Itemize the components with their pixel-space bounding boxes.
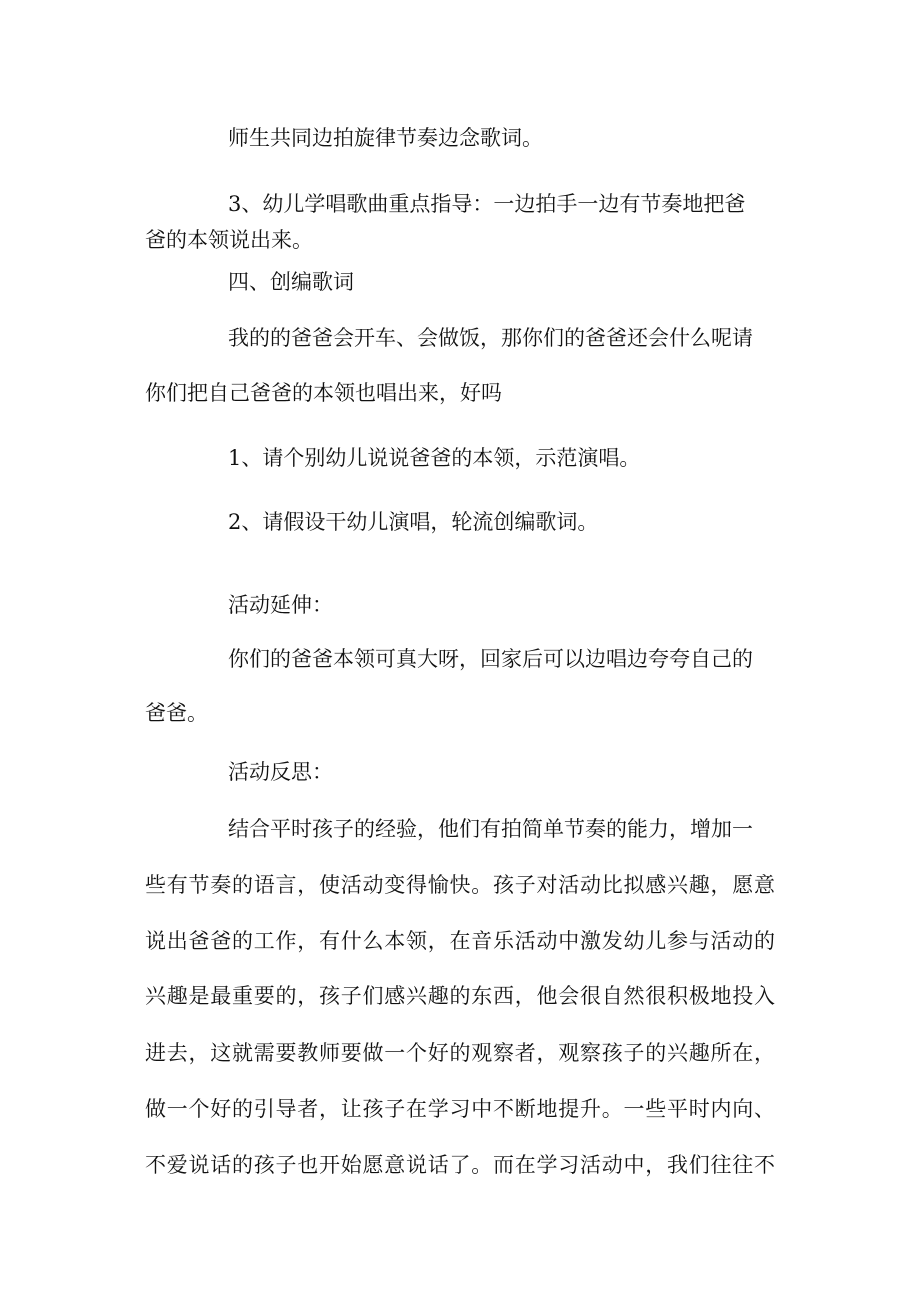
paragraph-line: 不爱说话的孩子也开始愿意说话了。而在学习活动中，我们往往不: [145, 1153, 775, 1177]
paragraph-line: 结合平时孩子的经验，他们有拍简单节奏的能力，增加一: [228, 817, 753, 841]
paragraph-line: 爸爸。: [145, 701, 208, 725]
paragraph-line: 3、幼儿学唱歌曲重点指导：一边拍手一边有节奏地把爸: [228, 192, 746, 216]
list-item: 2、请假设干幼儿演唱，轮流创编歌词。: [228, 510, 599, 534]
paragraph-line: 你们的爸爸本领可真大呀，回家后可以边唱边夸夸自己的: [228, 647, 753, 671]
paragraph-line: 我的的爸爸会开车、会做饭，那你们的爸爸还会什么呢请: [228, 326, 753, 350]
paragraph-line: 兴趣是最重要的，孩子们感兴趣的东西，他会很自然很积极地投入: [145, 984, 775, 1008]
section-heading: 活动延伸：: [228, 593, 333, 617]
paragraph-line: 你们把自己爸爸的本领也唱出来，好吗: [145, 381, 502, 405]
paragraph-line: 些有节奏的语言，使活动变得愉快。孩子对活动比拟感兴趣，愿意: [145, 873, 775, 897]
paragraph-line: 做一个好的引导者，让孩子在学习中不断地提升。一些平时内向、: [145, 1097, 775, 1121]
section-heading: 四、创编歌词: [228, 270, 354, 294]
list-item: 1、请个别幼儿说说爸爸的本领，示范演唱。: [228, 446, 641, 470]
paragraph-line: 说出爸爸的工作，有什么本领，在音乐活动中激发幼儿参与活动的: [145, 929, 775, 953]
paragraph-line: 师生共同边拍旋律节奏边念歌词。: [228, 126, 543, 150]
section-heading: 活动反思：: [228, 760, 333, 784]
paragraph-line: 进去，这就需要教师要做一个好的观察者，观察孩子的兴趣所在，: [145, 1041, 775, 1065]
paragraph-line: 爸的本领说出来。: [145, 228, 313, 252]
